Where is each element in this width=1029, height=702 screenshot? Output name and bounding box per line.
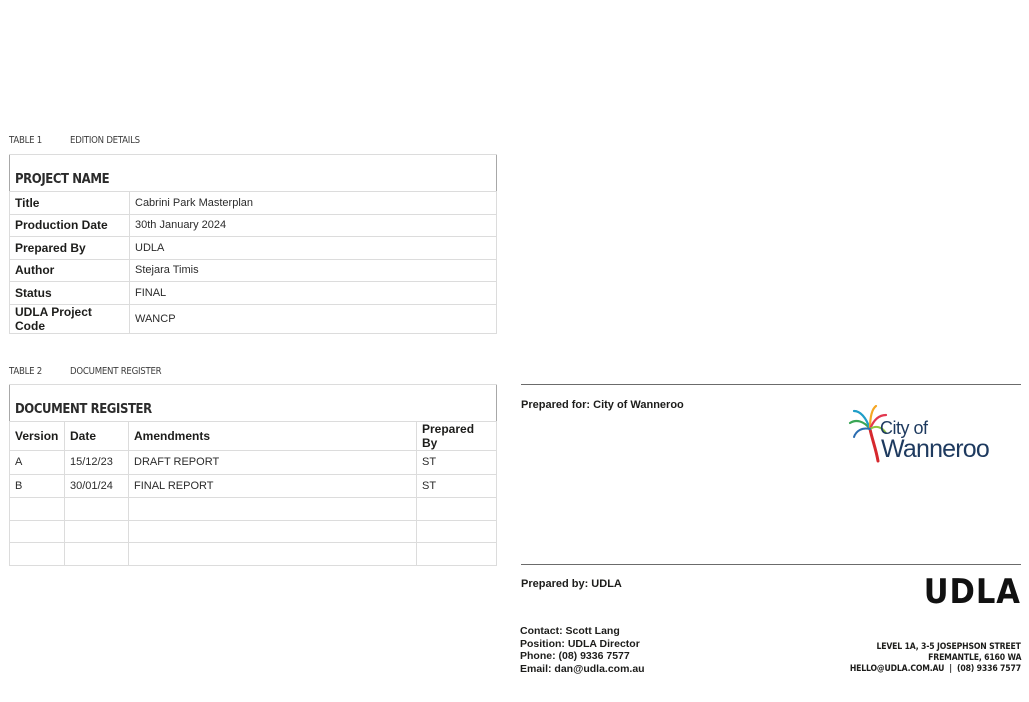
- table1-caption-number: TABLE 1: [9, 135, 43, 146]
- row-value: UDLA: [130, 237, 497, 260]
- row-label: Prepared By: [10, 237, 130, 260]
- contact-position: Position: UDLA Director: [520, 637, 640, 650]
- contact-block: [520, 625, 645, 676]
- cell-prepared-by: ST: [417, 474, 497, 498]
- column-header-date: Date: [65, 422, 129, 451]
- table-row: [10, 214, 497, 237]
- table2-header-row: [10, 385, 497, 422]
- table-row: [10, 282, 497, 305]
- divider-top: [521, 384, 1021, 385]
- row-value: 30th January 2024: [130, 214, 497, 237]
- column-header-amendments: Amendments: [129, 422, 417, 451]
- cell-amendments: FINAL REPORT: [129, 474, 417, 498]
- table2-header: DOCUMENT REGISTER: [10, 385, 497, 422]
- table2-caption: [9, 366, 161, 377]
- cell-date: 15/12/23: [65, 451, 129, 475]
- table1-header: PROJECT NAME: [10, 155, 497, 192]
- column-header-prepared-by: Prepared By: [417, 422, 497, 451]
- document-register-table: [9, 384, 497, 566]
- table2-column-headers: [10, 422, 497, 451]
- prepared-by-text: Prepared by: UDLA: [521, 578, 622, 590]
- row-label: UDLA Project Code: [10, 304, 130, 333]
- row-label: Status: [10, 282, 130, 305]
- table-row: [10, 259, 497, 282]
- divider-bottom: [521, 564, 1021, 565]
- cell-version: A: [10, 451, 65, 475]
- cell-version: B: [10, 474, 65, 498]
- table-row: [10, 304, 497, 333]
- cell-date: 30/01/24: [65, 474, 129, 498]
- prepared-for-text: Prepared for: City of Wanneroo: [521, 399, 684, 411]
- contact-name: Contact: Scott Lang: [520, 625, 620, 637]
- logo-wanneroo: Wanneroo: [881, 435, 990, 463]
- address-line-2: FREMANTLE, 6160 WA: [927, 653, 1021, 663]
- logo-city-of: City of: [880, 418, 928, 438]
- row-value: Stejara Timis: [130, 259, 497, 282]
- row-label: Title: [10, 192, 130, 215]
- row-label: Author: [10, 259, 130, 282]
- empty-row: [10, 543, 497, 566]
- row-value: Cabrini Park Masterplan: [130, 192, 497, 215]
- table2-caption-title: DOCUMENT REGISTER: [70, 366, 162, 377]
- city-of-wanneroo-logo: [848, 405, 1008, 465]
- table-row: [10, 237, 497, 260]
- table-row: [10, 451, 497, 475]
- edition-details-table: [9, 154, 497, 334]
- empty-row: [10, 520, 497, 543]
- table1-caption-title: EDITION DETAILS: [70, 135, 140, 146]
- contact-phone: Phone: (08) 9336 7577: [520, 650, 630, 663]
- table-row: [10, 192, 497, 215]
- contact-email: Email: dan@udla.com.au: [520, 663, 645, 676]
- table1-caption: [9, 135, 140, 146]
- udla-logo: UDLA: [923, 572, 1021, 612]
- cell-amendments: DRAFT REPORT: [129, 451, 417, 475]
- row-value: FINAL: [130, 282, 497, 305]
- address-line-3: HELLO@UDLA.COM.AU | (08) 9336 7577: [849, 664, 1021, 674]
- column-header-version: Version: [10, 422, 65, 451]
- empty-row: [10, 498, 497, 521]
- address-line-1: LEVEL 1A, 3-5 JOSEPHSON STREET: [876, 642, 1021, 652]
- row-value: WANCP: [130, 304, 497, 333]
- table2-caption-number: TABLE 2: [9, 366, 43, 377]
- cell-prepared-by: ST: [417, 451, 497, 475]
- table1-header-row: [10, 155, 497, 192]
- row-label: Production Date: [10, 214, 130, 237]
- table-row: [10, 474, 497, 498]
